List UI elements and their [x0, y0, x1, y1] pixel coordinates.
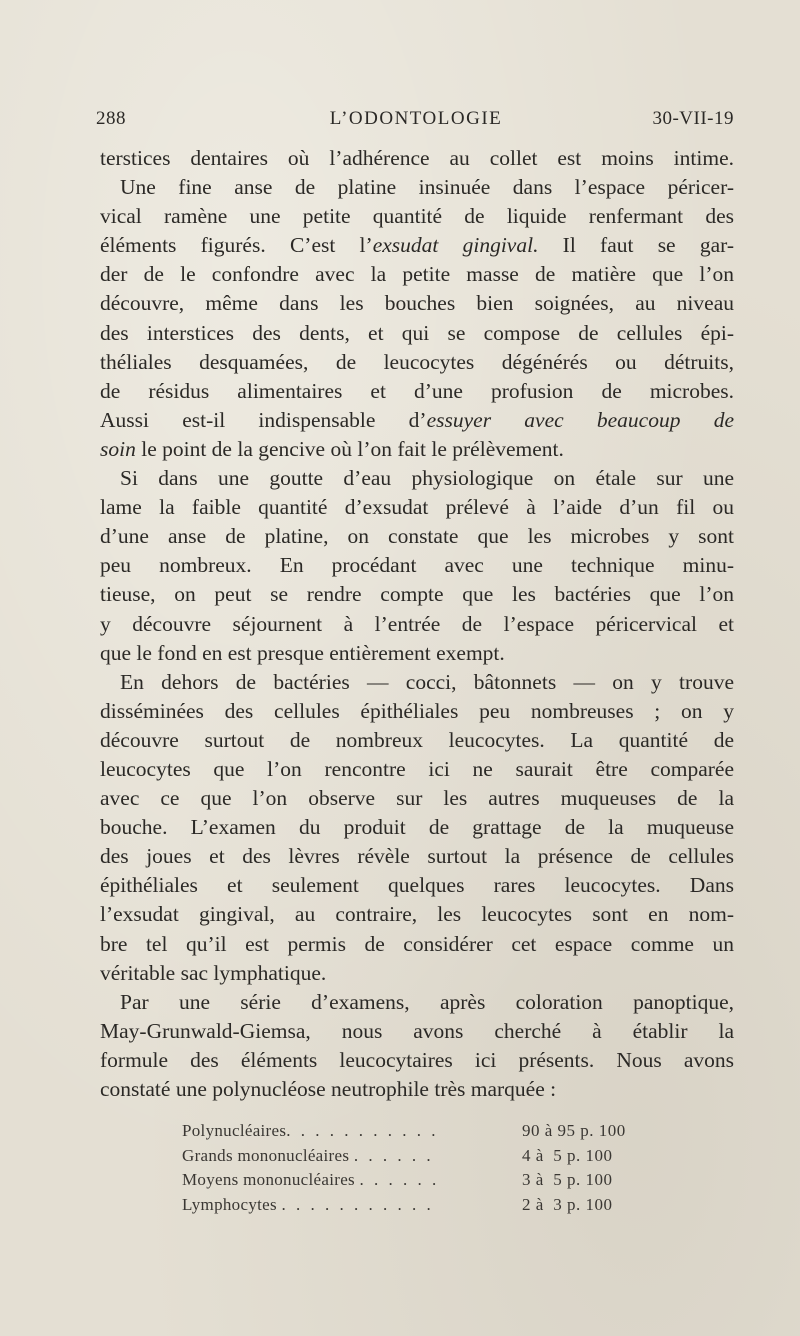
italic-phrase: soin — [100, 436, 136, 461]
text-line: l’exsudat gingival, au contraire, les leucocytes sont en nom- — [100, 902, 734, 927]
text-line — [100, 231, 734, 260]
text-line: disséminées des cellules épithéliales peu nombreuses ; on y — [100, 698, 734, 723]
table-row — [182, 1119, 672, 1144]
text-line: théliales desquamées, de leucocytes dégénérés ou détruits, — [100, 349, 734, 374]
text-line: peu nombreux. En procédant avec une technique minu- — [100, 553, 734, 578]
row-value: 4 à 5 p. 100 — [522, 1145, 613, 1165]
text-line: der de le confondre avec la petite masse de matière que l’on — [100, 262, 734, 287]
text-line: découvre surtout de nombreux leucocytes. La quantité de — [100, 727, 734, 752]
leader-dots: . . . . . . — [353, 1145, 434, 1165]
text-line: terstices dentaires où l’adhérence au collet est moins intime. — [100, 146, 734, 170]
text-line — [100, 406, 734, 435]
text-line: lame la faible quantité d’exsudat prélevé à l’aide d’un fil ou — [100, 495, 734, 520]
text-line: leucocytes que l’on rencontre ici ne saurait être comparée — [100, 756, 734, 781]
text-line: bre tel qu’il est permis de considérer cet espace comme un — [100, 931, 734, 956]
text-line: tieuse, on peut se rendre compte que les bactéries que l’on — [100, 582, 734, 607]
row-label: Moyens mononucléaires . . . . . . — [182, 1170, 440, 1189]
text-line: que le fond en est presque entièrement exempt. — [100, 640, 505, 665]
row-value: 3 à 5 p. 100 — [522, 1170, 613, 1189]
italic-term: exsudat gingival. — [372, 233, 539, 258]
text-line: y découvre séjournent à l’entrée de l’espace péricervical et — [100, 611, 734, 636]
text-line: vical ramène une petite quantité de liquide renfermant des — [100, 204, 734, 229]
text-line: Une fine anse de platine insinuée dans l’espace péricer- — [120, 175, 734, 200]
text-line: constaté une polynucléose neutrophile très marquée : — [100, 1077, 557, 1101]
journal-title: L’ODONTOLOGIE — [329, 108, 503, 129]
leader-dots: . . . . . . . . . . . — [286, 1121, 439, 1140]
body-text — [100, 144, 734, 1104]
text-line: d’une anse de platine, on constate que les microbes y sont — [100, 524, 734, 549]
running-header — [96, 108, 736, 136]
italic-phrase: essuyer avec beaucoup de — [426, 407, 734, 432]
row-label: Grands mononucléaires . . . . . . — [182, 1145, 434, 1165]
text-line: épithéliales et seulement quelques rares leucocytes. Dans — [100, 873, 734, 898]
leukocyte-formula-table — [182, 1119, 672, 1217]
text-run: Il faut se gar- — [538, 233, 735, 258]
table-row — [182, 1193, 672, 1218]
text-run: le point de la gencive où l’on fait le prélèvement. — [135, 436, 564, 461]
row-value: 90 à 95 p. 100 — [522, 1121, 626, 1140]
text-line: Par une série d’examens, après coloration panoptique, — [120, 989, 734, 1014]
leader-dots: . . . . . . . . . . . — [281, 1194, 434, 1214]
row-value: 2 à 3 p. 100 — [522, 1194, 613, 1214]
text-line: des interstices des dents, et qui se compose de cellules épi- — [100, 320, 734, 345]
table-row — [182, 1168, 672, 1193]
text-line: Si dans une goutte d’eau physiologique on étale sur une — [120, 466, 734, 491]
text-line: avec ce que l’on observe sur les autres muqueuses de la — [100, 786, 734, 811]
text-line: des joues et des lèvres révèle surtout la présence de cellules — [100, 844, 734, 869]
row-label: Polynucléaires. . . . . . . . . . . — [182, 1121, 439, 1140]
row-label: Lymphocytes . . . . . . . . . . . — [182, 1194, 434, 1214]
text-line — [100, 435, 734, 464]
text-run: éléments figurés. C’est l’ — [100, 233, 373, 258]
text-line: découvre, même dans les bouches bien soignées, au niveau — [100, 291, 734, 316]
text-run: Aussi est-il indispensable d’ — [100, 407, 427, 432]
text-line: En dehors de bactéries — cocci, bâtonnets — on y trouve — [120, 669, 734, 694]
text-line: de résidus alimentaires et d’une profusion de microbes. — [100, 378, 734, 403]
page-number: 288 — [96, 108, 126, 129]
text-line: véritable sac lymphatique. — [100, 960, 327, 985]
leader-dots: . . . . . . — [359, 1170, 440, 1189]
issue-date: 30-VII-19 — [652, 108, 734, 129]
text-line: May-Grunwald-Giemsa, nous avons cherché à établir la — [100, 1018, 734, 1043]
table-row — [182, 1144, 672, 1169]
text-line: bouche. L’examen du produit de grattage de la muqueuse — [100, 815, 734, 840]
text-line: formule des éléments leucocytaires ici présents. Nous avons — [100, 1047, 734, 1072]
